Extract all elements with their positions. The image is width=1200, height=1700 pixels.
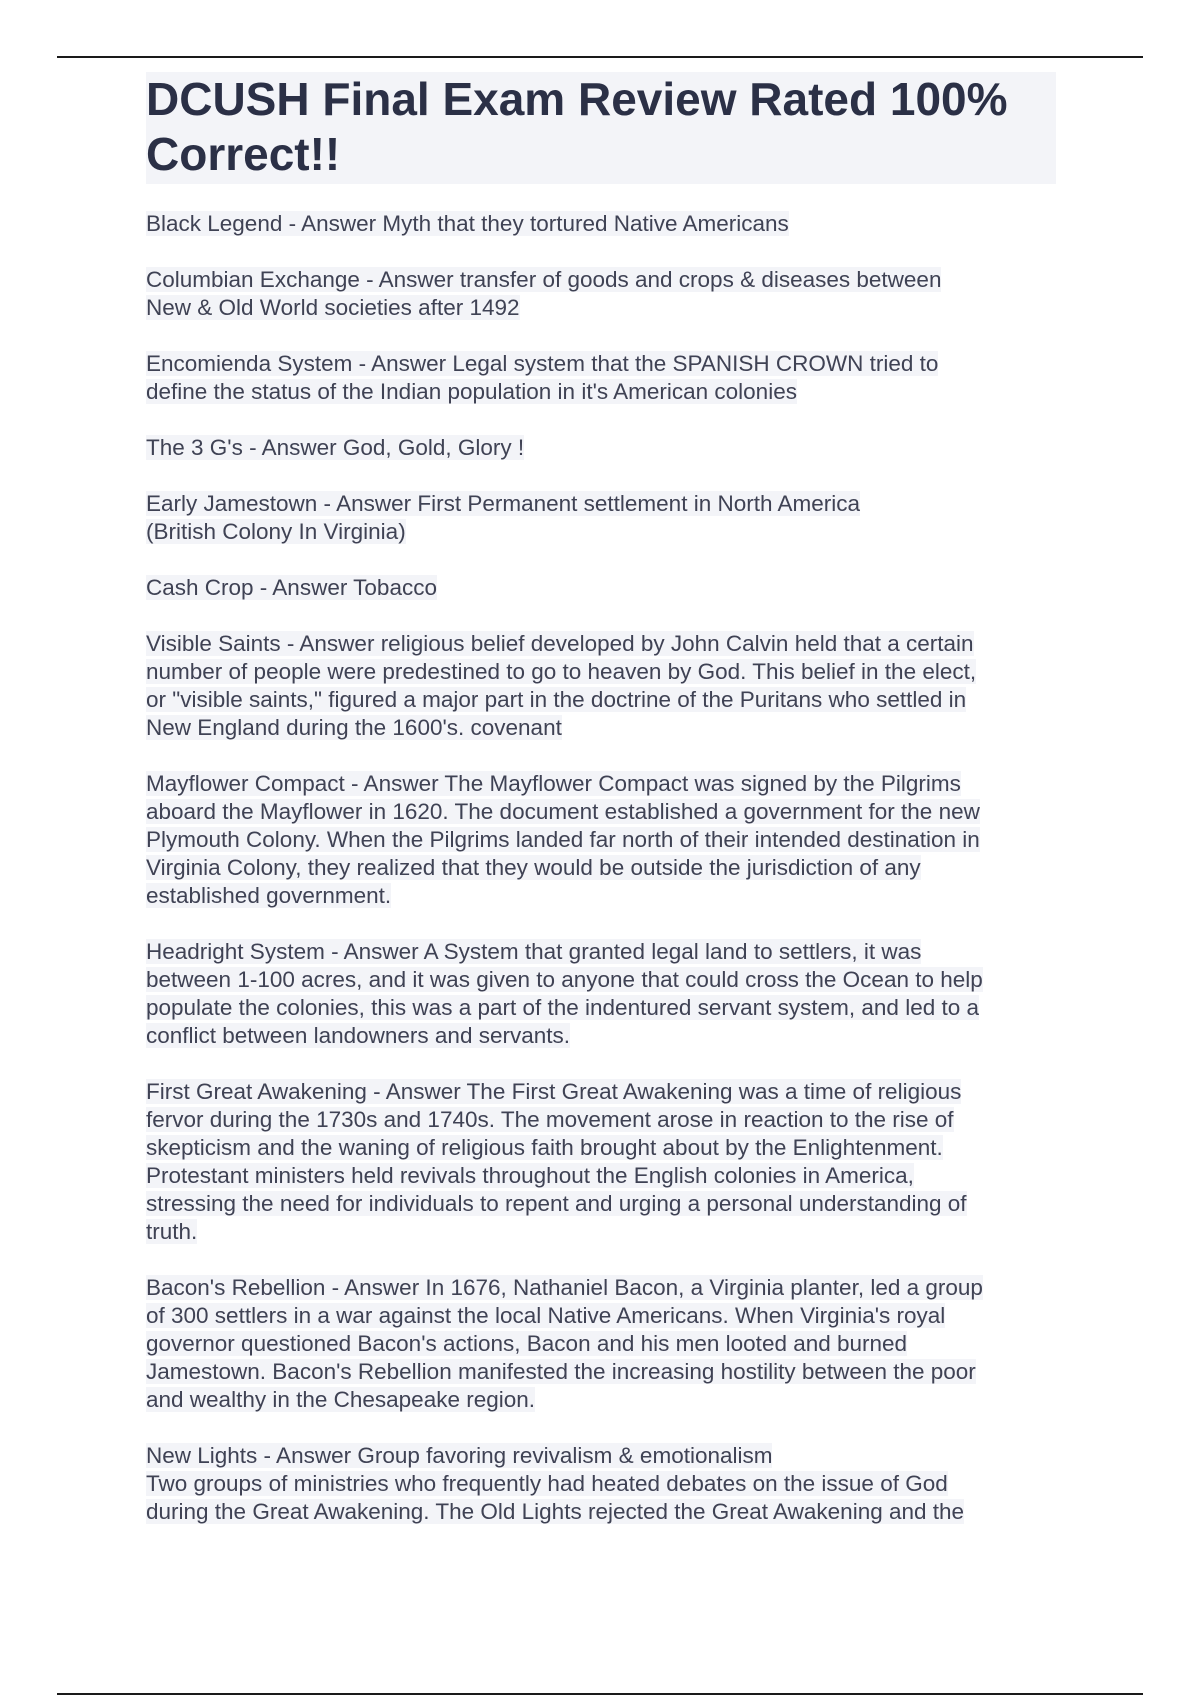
entry-list (146, 210, 1056, 1526)
list-item (146, 350, 1056, 406)
entry-text: New Lights - Answer Group favoring revivalism & emotionalism Two groups of ministries who frequently had heated debates on the issue of God during the Great Awakening. The Old Lights rejected the Great Awakening and the (146, 1443, 965, 1524)
list-item (146, 1078, 1056, 1246)
entry-text: Early Jamestown - Answer First Permanent settlement in North America (British Colony In Virginia) (146, 491, 861, 544)
list-item (146, 1274, 1056, 1414)
entry-text: Headright System - Answer A System that granted legal land to settlers, it was between 1-100 acres, and it was given to anyone that could cross the Ocean to help populate the colonies, this was a part of the indentured servant system, and led to a conflict between landowners and servants. (146, 939, 983, 1048)
bottom-divider (57, 1693, 1143, 1695)
entry-text: Cash Crop - Answer Tobacco (146, 575, 437, 600)
entry-text: Visible Saints - Answer religious belief developed by John Calvin held that a certain number of people were predestined to go to heaven by God. This belief in the elect, or "visible saints," figured a major part in the doctrine of the Puritans who settled in New England during the 1600's. covenant (146, 631, 977, 740)
list-item (146, 266, 1056, 322)
list-item (146, 1442, 1056, 1526)
list-item (146, 574, 1056, 602)
page-title: DCUSH Final Exam Review Rated 100% Correct!! (146, 72, 1056, 184)
entry-text: Columbian Exchange - Answer transfer of goods and crops & diseases between New & Old World societies after 1492 (146, 267, 942, 320)
list-item (146, 210, 1056, 238)
list-item (146, 938, 1056, 1050)
list-item (146, 434, 1056, 462)
entry-text: Mayflower Compact - Answer The Mayflower Compact was signed by the Pilgrims aboard the Mayflower in 1620. The document established a government for the new Plymouth Colony. When the Pilgrims landed far north of their intended destination in Virginia Colony, they realized that they would be outside the jurisdiction of any established government. (146, 771, 980, 908)
list-item (146, 490, 1056, 546)
entry-text: The 3 G's - Answer God, Gold, Glory ! (146, 435, 525, 460)
entry-text: Bacon's Rebellion - Answer In 1676, Nathaniel Bacon, a Virginia planter, led a group of 300 settlers in a war against the local Native Americans. When Virginia's royal governor questioned Bacon's actions, Bacon and his men looted and burned Jamestown. Bacon's Rebellion manifested the increasing hostility between the poor and wealthy in the Chesapeake region. (146, 1275, 983, 1412)
entry-text: Encomienda System - Answer Legal system that the SPANISH CROWN tried to define the status of the Indian population in it's American colonies (146, 351, 939, 404)
list-item (146, 770, 1056, 910)
top-divider (57, 56, 1143, 58)
list-item (146, 630, 1056, 742)
entry-text: First Great Awakening - Answer The First Great Awakening was a time of religious fervor during the 1730s and 1740s. The movement arose in reaction to the rise of skepticism and the waning of religious faith brought about by the Enlightenment. Protestant ministers held revivals throughout the English colonies in America, stressing the need for individuals to repent and urging a personal understanding of truth. (146, 1079, 967, 1244)
page-content (146, 72, 1056, 1554)
entry-text: Black Legend - Answer Myth that they tortured Native Americans (146, 211, 789, 236)
